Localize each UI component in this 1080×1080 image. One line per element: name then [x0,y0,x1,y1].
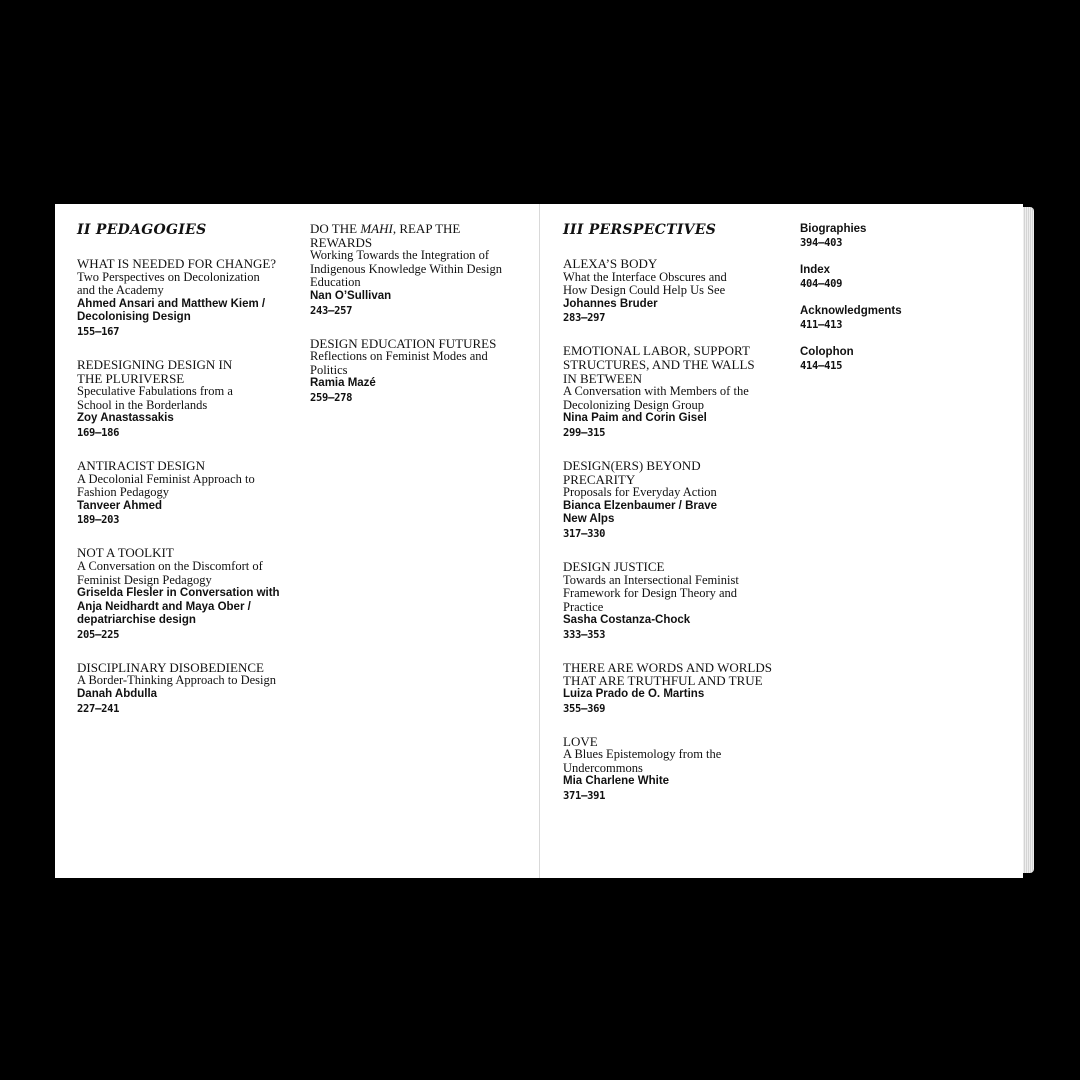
toc-entry [800,222,980,250]
entry-subtitle: A Conversation on the Discomfort of Feminist Design Pedagogy [77,558,263,587]
toc-entry [563,257,748,325]
toc-entry [563,459,738,541]
toc-entry [77,459,277,527]
toc-entry [77,661,277,716]
entry-pages: 414–415 [800,360,843,372]
toc-entry [310,337,515,405]
entry-title: DESIGN EDUCATION FUTURES [310,335,497,351]
entry-subtitle: Speculative Fabulations from a School in the Borderlands [77,384,233,412]
back-matter-column [800,222,980,386]
entry-subtitle: A Conversation with Members of the Decolonizing Design Group [563,384,749,412]
entry-title: EMOTIONAL LABOR, SUPPORT STRUCTURES, AND THE WALLS IN BETWEEN [563,343,755,386]
entry-subtitle: What the Interface Obscures and How Design Could Help Us See [563,269,727,298]
toc-entry [77,358,252,440]
toc-entry [563,735,743,803]
entry-subtitle: Working Towards the Integration of Indigenous Knowledge Within Design Education [310,248,502,290]
entry-subtitle: A Decolonial Feminist Approach to Fashion Pedagogy [77,471,255,500]
toc-entry [77,257,277,339]
entry-pages: 189–203 [77,514,120,527]
entry-pages: 371–391 [563,790,606,803]
entry-pages: 333–353 [563,628,606,641]
entry-label: Colophon [800,346,854,358]
entry-title [310,222,505,249]
entry-pages: 404–409 [800,278,843,290]
entry-label: Acknowledgments [800,305,902,317]
entry-author: Griselda Flesler in Conversation with Anja Neidhardt and Maya Ober / depatriarchise design [77,587,280,627]
entry-author: Nan O’Sullivan [310,289,392,302]
entry-title: REDESIGNING DESIGN IN THE PLURIVERSE [77,356,233,386]
entry-title: ANTIRACIST DESIGN [77,457,205,473]
toc-entry [563,560,758,642]
entry-author: Ramia Mazé [310,377,376,390]
entry-subtitle: Two Perspectives on Decolonization and the Academy [77,269,260,298]
entry-pages: 169–186 [77,426,120,439]
pedagogies-column [77,222,287,735]
toc-entry [77,546,287,642]
entry-title: THERE ARE WORDS AND WORLDS THAT ARE TRUTHFUL AND TRUE [563,659,772,689]
entry-pages: 299–315 [563,426,606,439]
entry-subtitle: Reflections on Feminist Modes and Politics [310,349,488,377]
entry-title: NOT A TOOLKIT [77,545,174,561]
entry-subtitle: Proposals for Everyday Action [563,485,717,500]
entry-author: Danah Abdulla [77,688,158,701]
entry-pages: 355–369 [563,702,606,715]
section-heading: II PEDAGOGIES [77,222,207,238]
entry-title: ALEXA’S BODY [563,256,658,271]
entry-author: Ahmed Ansari and Matthew Kiem / Decolonising Design [77,297,266,324]
entry-author: Sasha Costanza-Chock [563,614,691,627]
page-edges [1023,207,1034,873]
entry-title: DESIGN(ERS) BEYOND PRECARITY [563,457,701,487]
entry-pages: 411–413 [800,319,843,331]
entry-author: Nina Paim and Corin Gisel [563,412,707,425]
entry-author: Mia Charlene White [563,775,670,788]
entry-subtitle: A Blues Epistemology from the Undercommons [563,747,722,775]
entry-title: WHAT IS NEEDED FOR CHANGE? [77,256,277,271]
toc-entry [563,661,773,716]
entry-author: Johannes Bruder [563,297,658,310]
entry-author: Zoy Anastassakis [77,412,174,425]
entry-title-part: DO THE [310,221,361,236]
entry-title-italic: MAHI [360,221,393,236]
pedagogies-column-2 [310,222,510,424]
entry-pages: 394–403 [800,237,843,249]
entry-pages: 155–167 [77,325,120,338]
entry-subtitle: Towards an Intersectional Feminist Framework for Design Theory and Practice [563,572,739,614]
entry-label: Biographies [800,223,867,235]
toc-entry [310,222,505,318]
entry-label: Index [800,264,831,276]
entry-title: DISCIPLINARY DISOBEDIENCE [77,659,264,675]
entry-pages: 205–225 [77,628,120,641]
entry-author: Luiza Prado de O. Martins [563,688,705,701]
entry-title-part: , REAP THE REWARDS [310,221,461,250]
entry-pages: 227–241 [77,702,120,715]
entry-title: DESIGN JUSTICE [563,558,665,574]
entry-pages: 283–297 [563,312,606,325]
entry-author: Bianca Elzenbaumer / Brave New Alps [563,499,718,526]
entry-pages: 243–257 [310,304,353,317]
entry-pages: 259–278 [310,391,353,404]
entry-pages: 317–330 [563,527,606,540]
entry-subtitle: A Border-Thinking Approach to Design [77,673,277,688]
toc-entry [800,345,980,373]
entry-title: LOVE [563,733,598,749]
entry-author: Tanveer Ahmed [77,499,162,512]
toc-entry [800,304,980,332]
perspectives-column [563,222,773,822]
toc-entry [800,263,980,291]
section-heading: III PERSPECTIVES [563,222,717,238]
toc-entry [563,344,768,440]
